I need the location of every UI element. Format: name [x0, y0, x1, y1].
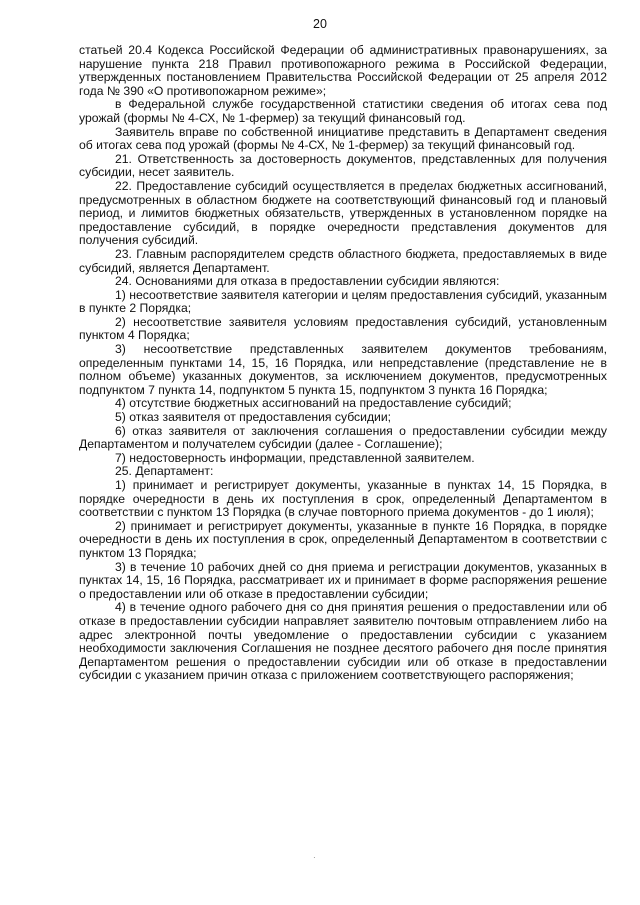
paragraph: 6) отказ заявителя от заключения соглашения о предоставлении субсидии между Департаментом и получателем субсидии (далее - Соглашение);	[79, 423, 607, 452]
scan-speck: ·	[313, 853, 316, 862]
paragraph: 24. Основаниями для отказа в предоставлении субсидии являются:	[115, 274, 500, 289]
paragraph: Заявитель вправе по собственной инициативе представить в Департамент сведения об итогах сева под урожай (формы № 4-СХ, № 1-фермер) за текущий финансовый год.	[79, 124, 607, 153]
paragraph: 7) недостоверность информации, представленной заявителем.	[115, 450, 475, 465]
paragraph: 3) несоответствие представленных заявителем документов требованиям, определенным пунктами 14, 15, 16 Порядка, или непредставление (представление не в полном объеме) указанных документов, за исключением документов, предусмотренных подпунктом 7 пункта 14, подпунктом 5 пункта 15, подпунктом 3 пункта 16 Порядка;	[79, 342, 607, 397]
paragraph: 21. Ответственность за достоверность документов, представленных для получения субсидии, несет заявитель.	[79, 151, 607, 180]
paragraph: 1) несоответствие заявителя категории и целям предоставления субсидий, указанным в пункте 2 Порядка;	[79, 287, 607, 316]
document-body	[79, 44, 607, 683]
paragraph: 1) принимает и регистрирует документы, указанные в пунктах 14, 15 Порядка, в порядке очередности в день их поступления в срок, определенный Департаментом в соответствии с пунктом 13 Порядка (в случае повторного приема документов - до 1 июля);	[79, 478, 607, 520]
page-number: 20	[313, 17, 327, 31]
paragraph: 2) несоответствие заявителя условиям предоставления субсидий, установленным пунктом 4 Порядка;	[79, 314, 607, 343]
paragraph: в Федеральной службе государственной статистики сведения об итогах сева под урожай (формы № 4-СХ, № 1-фермер) за текущий финансовый год.	[79, 97, 607, 125]
paragraph: статьей 20.4 Кодекса Российской Федерации об административных правонарушениях, за нарушение пункта 218 Правил противопожарного режима в Российской Федерации, утвержденных постановлением Правительства Российской Федерации от 25 апреля 2012 года № 390 «О противопожарном режиме»;	[79, 43, 607, 98]
paragraph: 2) принимает и регистрирует документы, указанные в пункте 16 Порядка, в порядке очередности в день их поступления в срок, определенный Департаментом в соответствии с пунктом 13 Порядка;	[79, 518, 607, 560]
paragraph: 4) в течение одного рабочего дня со дня принятия решения о предоставлении или об отказе в предоставлении субсидии направляет заявителю почтовым отправлением либо на адрес электронной почты уведомление о предоставлении субсидии с указанием необходимости заключения Соглашения не позднее десятого рабочего дня после принятия Департаментом решения о предоставлении субсидии или об отказе в предоставлении субсидии с указанием причин отказа с приложением соответствующего распоряжения;	[79, 600, 607, 683]
paragraph: 5) отказ заявителя от предоставления субсидии;	[115, 410, 392, 425]
paragraph: 25. Департамент:	[115, 464, 214, 479]
paragraph: 22. Предоставление субсидий осуществляется в пределах бюджетных ассигнований, предусмотренных в областном бюджете на соответствующий финансовый год и плановый период, и лимитов бюджетных обязательств, утвержденных в установленном порядке на предоставление субсидий, в порядке очередности представления документов для получения субсидий.	[79, 178, 607, 248]
paragraph: 23. Главным распорядителем средств областного бюджета, предоставляемых в виде субсидий, является Департамент.	[79, 246, 607, 275]
paragraph: 4) отсутствие бюджетных ассигнований на предоставление субсидий;	[115, 396, 512, 411]
paragraph: 3) в течение 10 рабочих дней со дня приема и регистрации документов, указанных в пунктах 14, 15, 16 Порядка, рассматривает их и принимает в форме распоряжения решение о предоставлении или об отказе в предоставлении субсидии;	[79, 559, 607, 601]
